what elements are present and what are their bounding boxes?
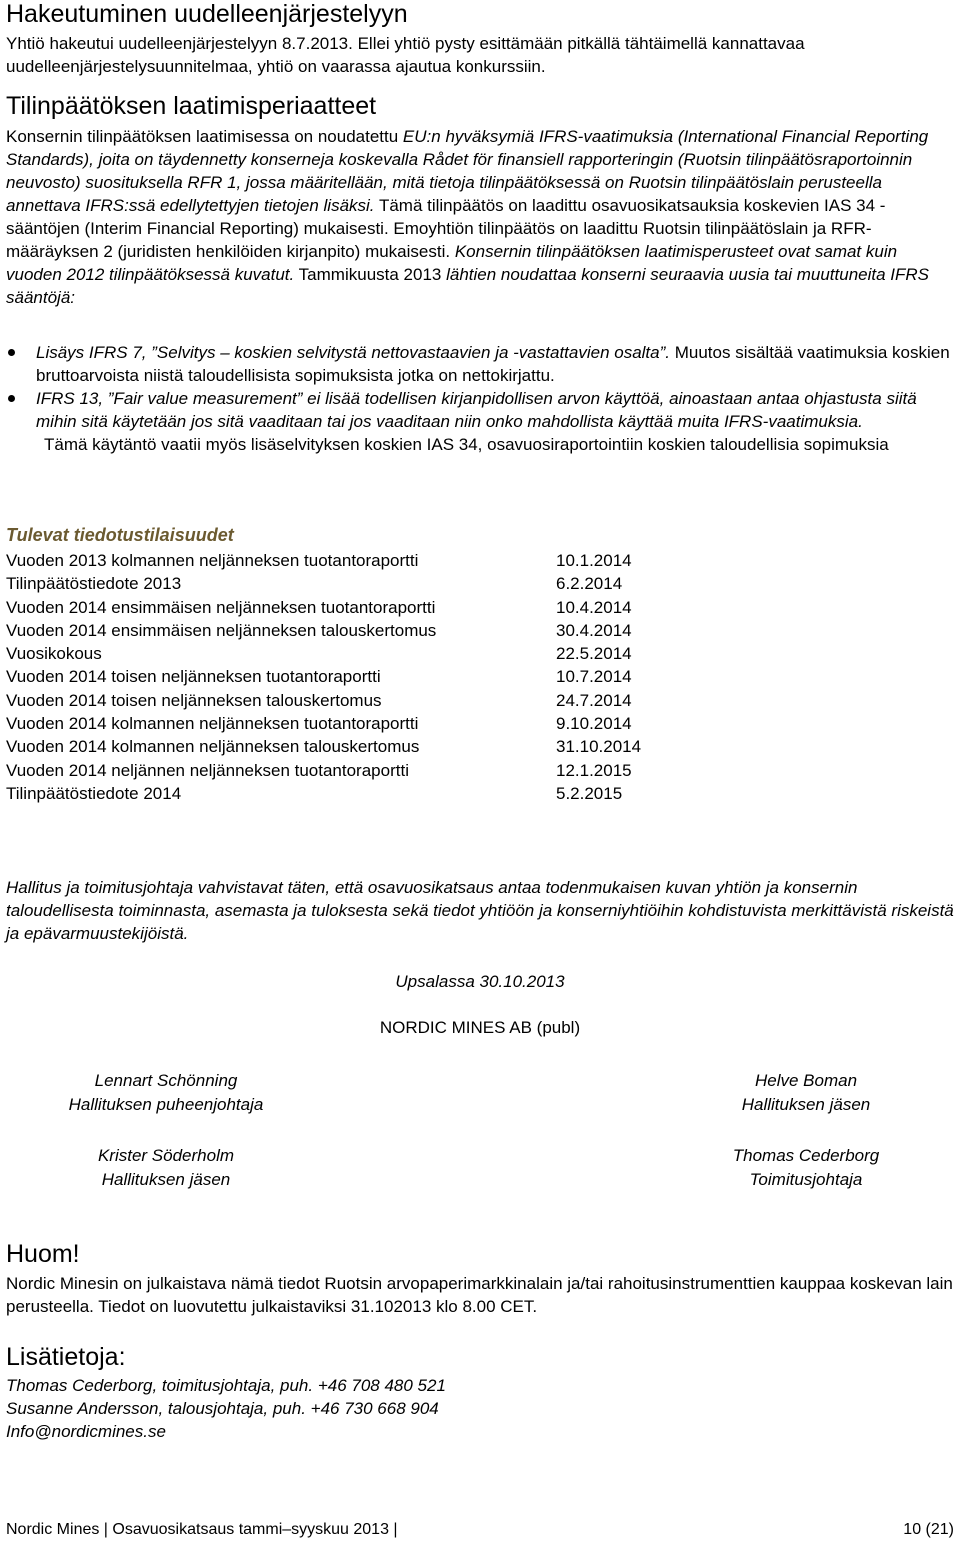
signatory-name: Helve Boman <box>754 1071 858 1090</box>
event-label: Vuoden 2014 ensimmäisen neljänneksen talouskertomus <box>6 620 437 640</box>
event-date: 10.7.2014 <box>556 667 632 687</box>
signature-block <box>6 1069 326 1117</box>
signatory-role: Hallituksen puheenjohtaja <box>68 1095 264 1114</box>
bullet-icon <box>8 349 15 356</box>
event-row <box>6 619 706 642</box>
event-label: Vuoden 2014 ensimmäisen neljänneksen tuotantoraportti <box>6 597 436 617</box>
restructuring-text: Yhtiö hakeutui uudelleenjärjestelyyn 8.7.2013. Ellei yhtiö pysty esittämään pitkällä tähtäimellä kannattavaa uudelleenjärjestelysuunnitelmaa, yhtiö on vaarassa ajautua konkurssiin. <box>6 34 805 76</box>
event-date: 30.4.2014 <box>556 620 632 640</box>
event-row <box>6 712 706 735</box>
notice-text: Nordic Minesin on julkaistava nämä tiedot Ruotsin arvopaperimarkkinalain ja/tai rahoitusinstrumenttien kauppaa koskevan lain perusteella. Tiedot on luovutettu julkaistaviksi 31.102013 klo 8.00 CET. <box>6 1274 953 1316</box>
bullet-rest: Muutos sisältää vaatimuksia koskien bruttoarvoista niistä taloudellisista sopimuksista jotka on nettokirjattu. <box>36 343 950 385</box>
principles-title: Tilinpäätöksen laatimisperiaatteet <box>6 92 377 120</box>
event-label: Tilinpäätöstiedote 2014 <box>6 783 182 803</box>
principles-p3-italic: lähtien noudattaa konserni seuraavia uusia tai muuttuneita IFRS sääntöjä: <box>6 265 929 307</box>
signatory-role: Hallituksen jäsen <box>101 1170 231 1189</box>
event-date: 22.5.2014 <box>556 644 632 664</box>
list-item <box>6 387 954 456</box>
principles-text <box>6 125 954 309</box>
event-date: 10.4.2014 <box>556 597 632 617</box>
event-label: Vuoden 2014 kolmannen neljänneksen tuotantoraportti <box>6 714 419 734</box>
signature-block <box>646 1069 960 1117</box>
company-name: NORDIC MINES AB (publ) <box>379 1018 581 1037</box>
events-title: Tulevat tiedotustilaisuudet <box>6 525 234 545</box>
board-declaration: Hallitus ja toimitusjohtaja vahvistavat täten, että osavuosikatsaus antaa todenmukaisen kuvan yhtiön ja konsernin taloudellisesta toiminnasta, asemasta ja tuloksesta sekä tiedot yhtiöön ja konserniyhtiöihin kohdistuvista merkittävistä riskeistä ja epävarmuustekijöistä. <box>6 878 954 943</box>
principles-p2-italic: Konsernin tilinpäätöksen laatimisperusteet ovat samat kuin vuoden 2012 tilinpäätöksessä kuvatut. <box>6 242 898 284</box>
principles-p1-normal: Konsernin tilinpäätöksen laatimisessa on noudatettu <box>6 127 403 146</box>
event-date: 12.1.2015 <box>556 760 632 780</box>
event-date: 6.2.2014 <box>556 574 623 594</box>
signatory-role: Toimitusjohtaja <box>749 1170 863 1189</box>
signature-block <box>646 1144 960 1192</box>
signatory-name: Lennart Schönning <box>94 1071 238 1090</box>
page-number: 10 (21) <box>903 1521 954 1538</box>
event-date: 10.1.2014 <box>556 551 632 570</box>
event-date: 9.10.2014 <box>556 714 632 734</box>
event-row <box>6 572 706 595</box>
contact-email-link[interactable]: Info@nordicmines.se <box>6 1422 166 1441</box>
ifrs-changes-list <box>6 341 954 456</box>
bullet-lead: IFRS 13, ”Fair value measurement” ei lisää todellisen kirjanpidollisen arvon käyttöä, ainoastaan antaa ohjastusta siitä mihin sitä käytetään jos sitä vaaditaan tai jos vaaditaan niin onko mahdollista käyttää muita IFRS-vaatimuksia. <box>36 389 917 431</box>
event-date: 31.10.2014 <box>556 737 642 757</box>
bullet-lead: Lisäys IFRS 7, ”Selvitys – koskien selvitystä nettovastaavien ja -vastattavien osalta”. <box>36 343 670 362</box>
signatory-role: Hallituksen jäsen <box>741 1095 871 1114</box>
event-row <box>6 596 706 619</box>
event-label: Vuoden 2014 toisen neljänneksen talouskertomus <box>6 690 382 710</box>
contact-line: Thomas Cederborg, toimitusjohtaja, puh. +46 708 480 521 <box>6 1376 446 1395</box>
event-row <box>6 642 706 665</box>
event-row <box>6 782 706 805</box>
contact-list <box>6 1374 954 1443</box>
signature-block <box>6 1144 326 1192</box>
contact-title: Lisätietoja: <box>6 1343 126 1371</box>
event-label: Tilinpäätöstiedote 2013 <box>6 574 182 594</box>
notice-title: Huom! <box>6 1240 80 1268</box>
event-date: 5.2.2015 <box>556 783 623 803</box>
place-date: Upsalassa 30.10.2013 <box>395 972 565 991</box>
events-list <box>6 549 706 805</box>
signatory-name: Thomas Cederborg <box>732 1146 880 1165</box>
event-date: 24.7.2014 <box>556 690 632 710</box>
event-row <box>6 689 706 712</box>
restructuring-title: Hakeutuminen uudelleenjärjestelyyn <box>6 0 408 28</box>
event-label: Vuoden 2014 neljännen neljänneksen tuotantoraportti <box>6 760 409 780</box>
footer-left: Nordic Mines | Osavuosikatsaus tammi–syyskuu 2013 | <box>6 1521 398 1538</box>
principles-p3-normal: Tammikuusta 2013 <box>294 265 447 284</box>
list-item <box>6 341 954 387</box>
event-label: Vuoden 2014 kolmannen neljänneksen talouskertomus <box>6 737 420 757</box>
event-label: Vuoden 2014 toisen neljänneksen tuotantoraportti <box>6 667 381 687</box>
contact-line: Susanne Andersson, talousjohtaja, puh. +46 730 668 904 <box>6 1399 439 1418</box>
bullet-icon <box>8 395 15 402</box>
event-row <box>6 735 706 758</box>
event-row <box>6 665 706 688</box>
event-label: Vuoden 2013 kolmannen neljänneksen tuotantoraportti <box>6 551 419 570</box>
event-label: Vuosikokous <box>6 644 102 664</box>
event-row <box>6 759 706 782</box>
event-row <box>6 549 706 572</box>
bullet-extra: Tämä käytäntö vaatii myös lisäselvityksen koskien IAS 34, osavuosiraportointiin koskien taloudellisia sopimuksia <box>44 435 889 454</box>
principles-p1-italic: EU:n hyväksymiä IFRS-vaatimuksia (International Financial Reporting Standards), joita on täydennetty konserneja koskevalla Rådet för finansiell rapporteringin (Ruotsin tilinpäätösraportoinnin neuvosto) suosituksella RFR 1, jossa määritellään, mitä tietoja tilinpäätöksessä on Ruotsin tilinpäätöslain perusteella annettava IFRS:ssä edellytettyjen tietojen lisäksi. <box>6 127 929 215</box>
principles-p2-normal: Tämä tilinpäätös on laadittu osavuosikatsauksia koskevien IAS 34 -sääntöjen (Interim Financial Reporting) mukaisesti. Emoyhtiön tilinpäätös on laadittu Ruotsin tilinpäätöslain ja RFR-määräyksen 2 (juridisten henkilöiden kirjanpito) mukaisesti. <box>6 196 886 261</box>
signatory-name: Krister Söderholm <box>97 1146 235 1165</box>
